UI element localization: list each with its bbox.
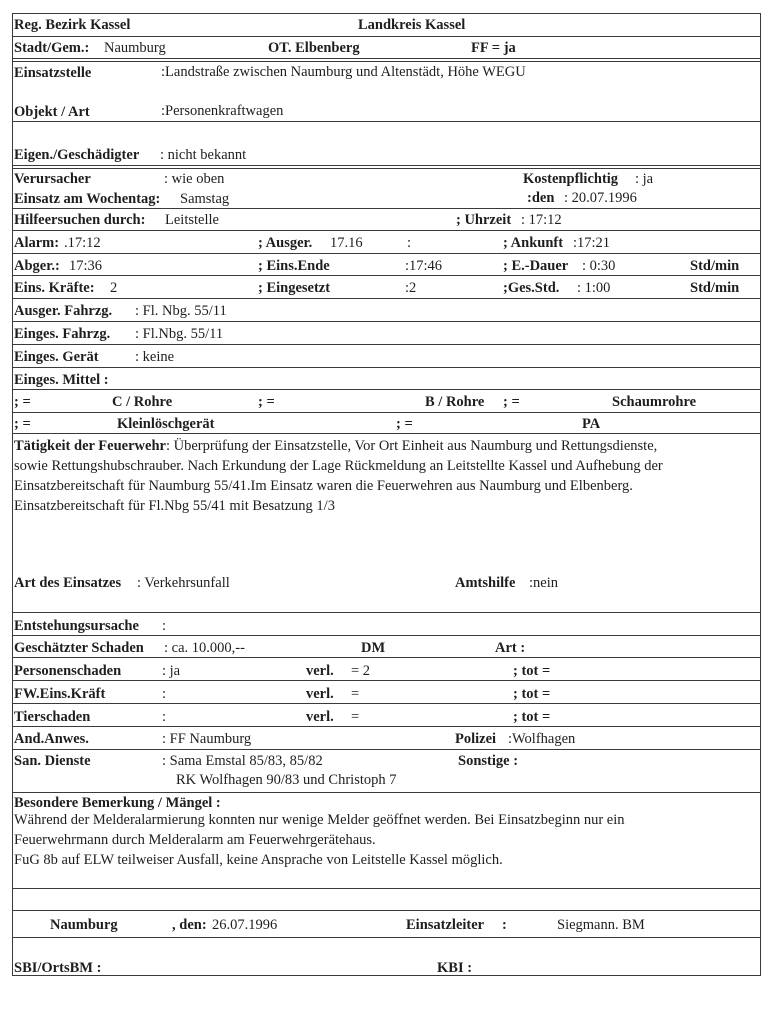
einsatzleiter-label: Einsatzleiter [406,917,485,933]
amtshilfe-label: Amtshilfe [455,575,516,591]
divider [12,367,760,368]
divider [12,888,760,889]
form-left-border [12,13,13,976]
geschaedigter-value: : nicht bekannt [160,147,247,163]
kraefte-value: 2 [110,280,118,296]
form-right-border [760,13,761,976]
entstehungsursache-label: Entstehungsursache [14,618,139,634]
eingesetzt-value: :2 [405,280,417,296]
uhrzeit-label: ; Uhrzeit [456,212,512,228]
divider [12,321,760,322]
divider [12,61,760,62]
divider [12,253,760,254]
reg-bezirk: Reg. Bezirk Kassel [14,17,131,33]
verletzt-value: = 2 [351,663,371,679]
divider [12,937,760,938]
divider [12,975,760,976]
mittel-sep: ; = [14,394,31,410]
einsatzleiter-value: Siegmann. BM [557,917,645,933]
kleinloeschgeraet: Kleinlöschgerät [117,416,215,432]
ff-flag: FF = ja [471,40,516,56]
divider [12,168,760,169]
divider [12,433,760,434]
and-anwes-label: And.Anwes. [14,731,89,747]
polizei-label: Polizei [455,731,497,747]
einsatzleiter-colon: : [502,917,507,933]
ort: Naumburg [50,917,118,933]
personenschaden-label: Personenschaden [14,663,122,679]
divider [12,792,760,793]
divider [12,58,760,59]
divider [12,36,760,37]
and-anwes-value: : FF Naumburg [162,731,252,747]
ausger-fahrzg-value: : Fl. Nbg. 55/11 [135,303,227,319]
bemerkung-label: Besondere Bemerkung / Mängel : [14,795,221,811]
art-einsatz-label: Art des Einsatzes [14,575,122,591]
einsatzstelle-label: Einsatzstelle [14,65,92,81]
schaden-currency: DM [361,640,386,656]
mittel-sep: ; = [258,394,275,410]
verletzt-label: verl. [306,686,334,702]
b-rohre: B / Rohre [425,394,485,410]
taetigkeit-line: Einsatzbereitschaft für Fl.Nbg 55/41 mit Besatzung 1/3 [14,498,335,514]
ausger-label: ; Ausger. [258,235,313,251]
personenschaden-value: : ja [162,663,181,679]
divider [12,298,760,299]
datum-label: :den [527,190,555,206]
ausger-colon: : [407,235,412,251]
landkreis: Landkreis Kassel [358,17,466,33]
ankunft-value: :17:21 [573,235,611,251]
bemerkung-line: Feuerwehrmann durch Melderalarm am Feuerwehrgerätehaus. [14,832,376,848]
objekt-value: :Personenkraftwagen [161,103,284,119]
verletzt-label: verl. [306,709,334,725]
uhrzeit-value: : 17:12 [521,212,562,228]
alarm-label: Alarm: [14,235,60,251]
pa: PA [582,416,601,432]
ausger-value: 17.16 [330,235,363,251]
divider [12,680,760,681]
unit-std-min: Std/min [690,258,740,274]
geschaedigter-label: Eigen./Geschädigter [14,147,140,163]
sonstige-label: Sonstige : [458,753,519,769]
einges-fahrzg-value: : Fl.Nbg. 55/11 [135,326,224,342]
eins-ende-label: ; Eins.Ende [258,258,330,274]
divider [12,344,760,345]
wochentag-value: Samstag [180,191,230,207]
san-dienste-value: RK Wolfhagen 90/83 und Christoph 7 [176,772,397,788]
fw-kraefte-value: : [162,686,167,702]
kraefte-label: Eins. Kräfte: [14,280,95,296]
polizei-value: :Wolfhagen [508,731,576,747]
san-dienste-label: San. Dienste [14,753,91,769]
taetigkeit-line: : Überprüfung der Einsatzstelle, Vor Ort Einheit aus Naumburg und Rettungsdienste, [165,438,658,454]
sbi-label: SBI/OrtsBM : [14,960,102,976]
den-label: , den: [172,917,207,933]
mittel-sep: ; = [396,416,413,432]
einsatzstelle-value: :Landstraße zwischen Naumburg und Altenstädt, Höhe WEGU [161,64,526,80]
bemerkung-text [14,810,760,870]
art-einsatz-value: : Verkehrsunfall [137,575,230,591]
alarm-value: .17:12 [64,235,101,251]
divider [12,208,760,209]
divider [12,389,760,390]
e-dauer-label: ; E.-Dauer [503,258,569,274]
divider [12,726,760,727]
e-dauer-value: : 0:30 [582,258,616,274]
verletzt-value: = [351,709,360,725]
objekt-label: Objekt / Art [14,104,90,120]
taetigkeit-line: sowie Rettungshubschrauber. Nach Erkundung der Lage Rückmeldung an Leitstellte Kassel und Aufhebung der [14,458,663,474]
ausger-fahrzg-label: Ausger. Fahrzg. [14,303,113,319]
tot-label: ; tot = [513,686,551,702]
divider [12,635,760,636]
mittel-sep: ; = [503,394,520,410]
mittel-sep: ; = [14,416,31,432]
abger-label: Abger.: [14,258,60,274]
kostenpflichtig-label: Kostenpflichtig [523,171,619,187]
stadt-value: Naumburg [104,40,166,56]
schaumrohre: Schaumrohre [612,394,697,410]
eingesetzt-label: ; Eingesetzt [258,280,331,296]
abger-value: 17:36 [69,258,103,274]
verursacher-label: Verursacher [14,171,91,187]
hilfeersuchen-label: Hilfeersuchen durch: [14,212,146,228]
verursacher-value: : wie oben [164,171,225,187]
schaden-label: Geschätzter Schaden [14,640,144,656]
tot-label: ; tot = [513,709,551,725]
kbi-label: KBI : [437,960,473,976]
divider [12,165,760,166]
stadt-label: Stadt/Gem.: [14,40,90,56]
amtshilfe-value: :nein [529,575,558,591]
einges-fahrzg-label: Einges. Fahrzg. [14,326,111,342]
ges-std-value: : 1:00 [577,280,611,296]
verletzt-value: = [351,686,360,702]
divider [12,121,760,122]
divider [12,657,760,658]
einges-geraet-value: : keine [135,349,175,365]
eins-ende-value: :17:46 [405,258,443,274]
divider [12,749,760,750]
wochentag-label: Einsatz am Wochentag: [14,191,161,207]
taetigkeit-label: Tätigkeit der Feuerwehr [14,438,166,454]
taetigkeit-text [14,436,760,516]
ankunft-label: ; Ankunft [503,235,564,251]
bemerkung-line: Während der Melderalarmierung konnten nur wenige Melder geöffnet werden. Bei Einsatzbeginn nur ein [14,812,625,828]
hilfeersuchen-value: Leitstelle [165,212,219,228]
divider [12,275,760,276]
taetigkeit-line: Einsatzbereitschaft für Naumburg 55/41.Im Einsatz waren die Feuerwehren aus Naumburg und Elbenberg. [14,478,633,494]
divider [12,612,760,613]
san-dienste-value: : Sama Emstal 85/83, 85/82 [162,753,323,769]
schaden-art: Art : [495,640,526,656]
divider [12,703,760,704]
divider [12,13,760,14]
tierschaden-label: Tierschaden [14,709,91,725]
ges-std-label: ;Ges.Std. [503,280,560,296]
verletzt-label: verl. [306,663,334,679]
fw-kraefte-label: FW.Eins.Kräft [14,686,106,702]
entstehungsursache-value: : [162,618,167,634]
divider [12,230,760,231]
tierschaden-value: : [162,709,167,725]
footer-datum: 26.07.1996 [212,917,278,933]
schaden-value: : ca. 10.000,-- [164,640,245,656]
datum-value: : 20.07.1996 [564,190,637,206]
bemerkung-line: FuG 8b auf ELW teilweiser Ausfall, keine Ansprache von Leitstelle Kassel möglich. [14,852,503,868]
unit-std-min: Std/min [690,280,740,296]
ortsteil: OT. Elbenberg [268,40,360,56]
divider [12,412,760,413]
einges-mittel-label: Einges. Mittel : [14,372,109,388]
tot-label: ; tot = [513,663,551,679]
divider [12,910,760,911]
c-rohre: C / Rohre [112,394,173,410]
kostenpflichtig-value: : ja [635,171,654,187]
einges-geraet-label: Einges. Gerät [14,349,99,365]
